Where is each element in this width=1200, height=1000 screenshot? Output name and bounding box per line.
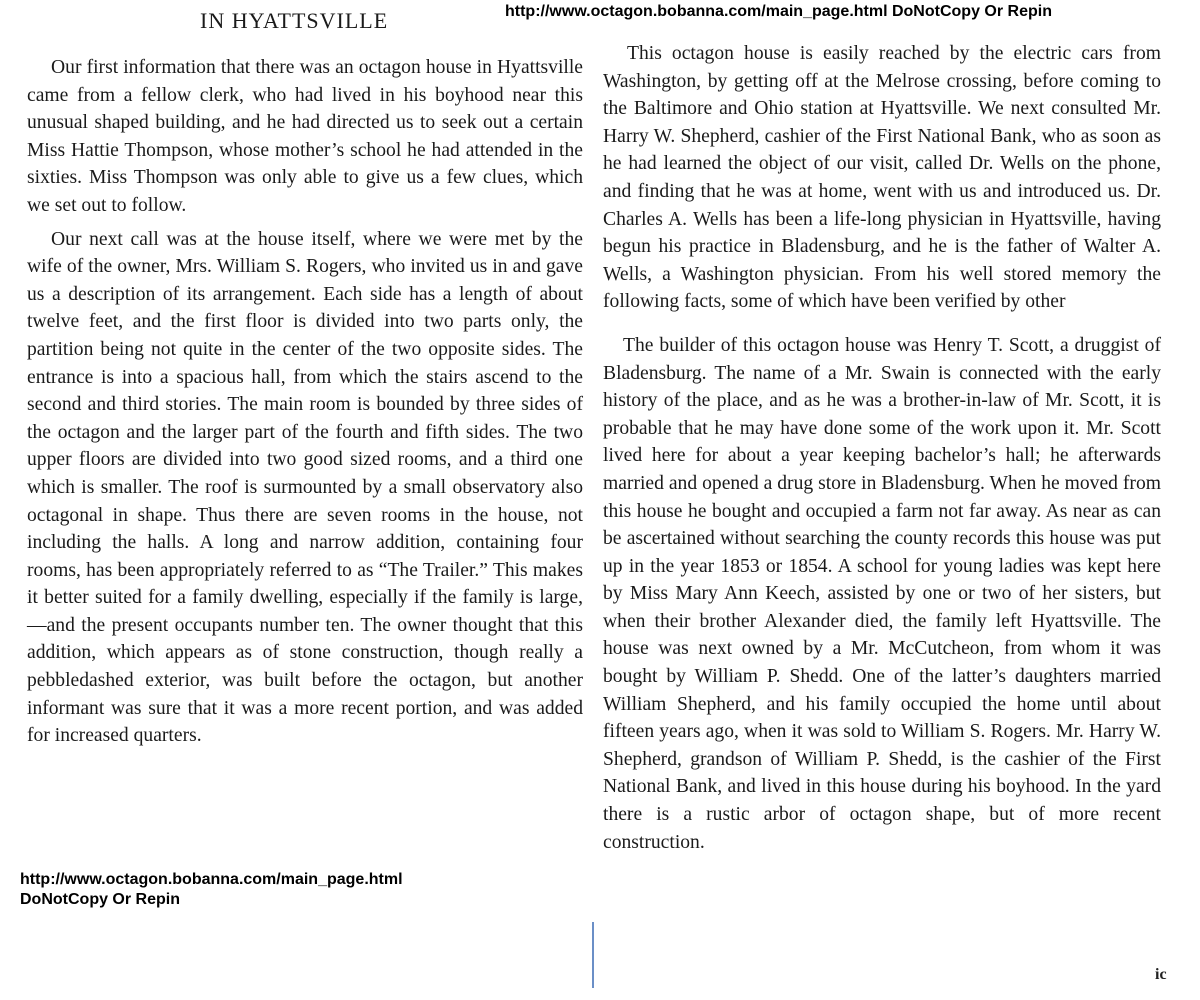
left-paragraph-1: Our first information that there was an octagon house in Hyattsville came from a fellow clerk, who had lived in his boyhood near this unusual shaped building, and he had directed us to seek out a certain Miss Hattie Thompson, whose mother’s school he had attended in the sixties. Miss Thompson was only able to give us a few clues, which we set out to follow. — [27, 57, 583, 216]
watermark-bottom — [20, 870, 403, 910]
right-column — [603, 40, 1161, 862]
right-paragraph-2: The builder of this octagon house was Henry T. Scott, a druggist of Bladensburg. The name of a Mr. Swain is connected with the early history of the place, and as he was a brother-in-law of Mr. Scott, it is probable that he may have done some of the work upon it. Mr. Scott lived here for about a year keeping bachelor’s hall; he afterwards married and opened a drug store in Bladensburg. When he moved from this house he bought and occupied a farm not far away. As near as can be ascertained without searching the county records this house was put up in the year 1853 or 1854. A school for young ladies was kept here by Miss Mary Ann Keech, assisted by one or two of her sisters, but when their brother Alexander died, the family left Hyattsville. The house was next owned by a Mr. McCutcheon, from whom it was bought by William P. Shedd. One of the latter’s daughters married William Shepherd, and his family occupied the home until about fifteen years ago, when it was sold to William S. Rogers. Mr. Harry W. Shepherd, grandson of William P. Shedd, is the cashier of the First National Bank, and lived in this house during his boyhood. In the yard there is a rustic arbor of octagon shape, but of more recent construction. — [603, 334, 1161, 853]
stray-mark: ic — [1155, 966, 1167, 983]
page-title: IN HYATTSVILLE — [200, 8, 389, 33]
right-paragraph-1: This octagon house is easily reached by the electric cars from Washington, by getting off at the Melrose crossing, before coming to the Baltimore and Ohio station at Hyattsville. We next consulted Mr. Harry W. Shepherd, cashier of the First National Bank, who as soon as he had learned the object of our visit, called Dr. Wells on the phone, and finding that he was at home, went with us and introduced us. Dr. Charles A. Wells has been a life-long physician in Hyattsville, having begun his practice in Bladensburg, and he is the father of Walter A. Wells, a Washington physician. From his well stored memory the following facts, some of which have been verified by other — [603, 43, 1161, 313]
watermark-bottom-line-1: http://www.octagon.bobanna.com/main_page.html — [20, 871, 403, 888]
watermark-bottom-line-2: DoNotCopy Or Repin — [20, 891, 180, 908]
left-column — [27, 54, 583, 756]
left-paragraph-2: Our next call was at the house itself, where we were met by the wife of the owner, Mrs. William S. Rogers, who invited us in and gave us a description of its arrangement. Each side has a length of about twelve feet, and the first floor is divided into two parts only, the partition being not quite in the center of the two opposite sides. The entrance is into a spacious hall, from which the stairs ascend to the second and third stories. The main room is bounded by three sides of the octagon and the larger part of the fourth and fifth sides. The two upper floors are divided into two good sized rooms, and a third one which is smaller. The roof is surmounted by a small observatory also octagonal in shape. Thus there are seven rooms in the house, not including the halls. A long and narrow addition, containing four rooms, has been appropriately referred to as “The Trailer.” This makes it better suited for a family dwelling, especially if the family is large,—and the present occupants number ten. The owner thought that this addition, which appears as of stone construction, though really a pebbledashed exterior, was built before the octagon, but another informant was sure that it was a more recent portion, and was added for increased quarters. — [27, 228, 583, 747]
margin-rule — [592, 922, 594, 988]
watermark-top: http://www.octagon.bobanna.com/main_page.html DoNotCopy Or Repin — [505, 3, 1052, 20]
